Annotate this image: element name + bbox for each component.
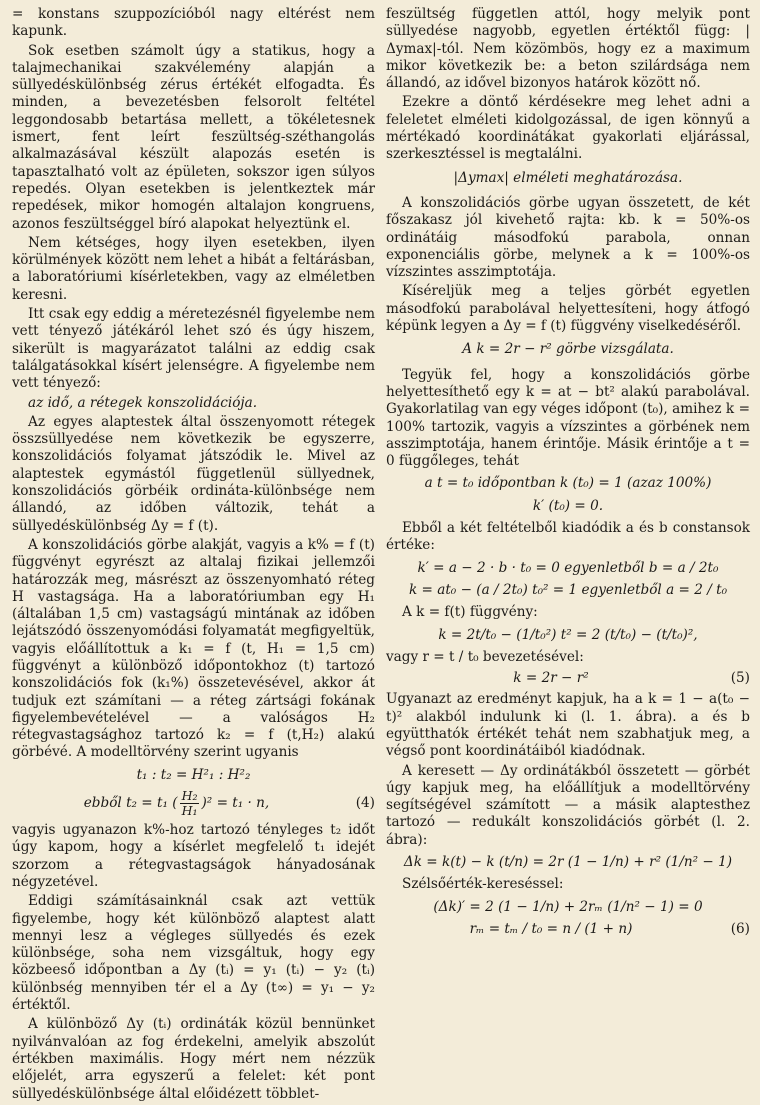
left-paragraph-5: az idő, a rétegek konszolidációja.: [28, 394, 258, 411]
left-paragraph-2: Sok esetben számolt úgy a statikus, hogy a talajmechanikai szakvélemény alapján a süllyedéskülönbség zérus értékét elfogadta. És minden, a bevezetésben felsorolt feltétel leggondosabb betartása mellett, a tökéletesnek ismert, fent leírt feszültség-széthangolás alkalmazásával készült alapozás esetén is tapasztalható volt az épületen, sokszor igen súlyos repedés. Olyan esetekben is jelentkeztek már repedések, mikor homogén altalajon kongruens, azonos feszültséggel bíró alapokat helyeztünk el.: [12, 42, 375, 232]
equation-5: [386, 670, 750, 687]
left-paragraph-4: Itt csak egy eddig a méretezésnél figyelembe nem vett tényező játékáról lehet szó és úgy hiszem, sikerült is magyarázatot találni az eddig csak találgatásokkal kísért jelenségre. A figyelembe nem vett tényező:: [12, 306, 375, 392]
equation-4-label: (4): [355, 794, 375, 811]
equation-ratio: t₁ : t₂ = H²₁ : H²₂: [136, 766, 251, 783]
left-paragraph-6: Az egyes alaptestek által összenyomott rétegek összsüllyedése nem következik be egyszerre, konszolidációs folyamat játszódik le. Mivel az alaptestek egymástól függetlenül süllyednek, konszolidációs görbéik ordináta-különbsége nem állandó, az időben változik, tehát a süllyedéskülönbség Δy = f (t).: [12, 413, 375, 534]
left-paragraph-3: Nem kétséges, hogy ilyen esetekben, ilyen körülmények között nem lehet a hibát a feltárásban, a laboratóriumi kísérletekben, vagy az elméletben keresni.: [12, 234, 375, 303]
right-paragraph-6: Ebből a két feltételből kiadódik a és b constansok értéke:: [386, 520, 750, 554]
equation-dk-derivative: (Δk)′ = 2 (1 − 1/n) + 2rₘ (1/n² − 1) = 0: [433, 898, 703, 915]
equation-4-prefix: ebből t₂ = t₁: [83, 795, 168, 812]
right-paragraph-1: feszültség független attól, hogy melyik pont süllyedése nagyobb, egyetlen értéktől függ: |Δymax|-tól. Nem közömbös, hogy ez a maximum mikor következik be: a beton szilárdsága nem állandó, az idővel bizonyos határok között nő.: [386, 6, 750, 92]
right-paragraph-8: vagy r = t / t₀ bevezetésével:: [386, 648, 584, 665]
right-paragraph-5: Tegyük fel, hogy a konszolidációs görbe helyettesíthető egy k = at − bt² alakú parabolával. Gyakorlatilag van egy véges időpont (t₀), amihez k = 100% tartozik, vagyis a vízszintes a görbének nem asszimptotája, hanem érintője. Másik érintője a t = 0 függőleges, tehát: [386, 366, 750, 470]
equation-6: [386, 921, 750, 938]
left-paragraph-7: A konszolidációs görbe alakját, vagyis a k% = f (t) függvényt egyrészt az altalaj fizikai jellemzői határozzák meg, másrészt az összenyomható réteg H vastagsága. Ha a laboratóriumban egy H₁ (általában 1,5 cm) vastagságú mintának az időben lejátszódó összenyomódási folyamatát megfigyeltük, vagyis előállítottuk a k₁ = f (t, H₁ = 1,5 cm) függvényt a különböző időpontokhoz (t) tartozó konszolidációs fok (k₁%) összetevésével, akkor át tudjuk ezt számítani — a réteg zártsági fokának figyelembevételével — a valóságos H₂ rétegvastagsághoz tartozó k₂ = f (t,H₂) alakú görbévé. A modelltörvény szerint ugyanis: [12, 536, 375, 761]
equation-a: k = at₀ − (a / 2t₀) t₀² = 1 egyenletből a = 2 / t₀: [408, 581, 728, 598]
equation-dk: Δk = k(t) − k (t/n) = 2r (1 − 1/n) + r² (1/n² − 1): [403, 854, 733, 871]
right-paragraph-3: A konszolidációs görbe ugyan összetett, de két főszakasz jól kivehető rajta: kb. k = 50%-os ordinátáig másodfokú parabola, onnan exponenciális görbe, melynek a k = 100%-os vízszintes asszimptotája.: [386, 194, 750, 281]
equation-4-suffix: ² = t₁ · n,: [206, 795, 270, 812]
equation-5-label: (5): [730, 670, 750, 687]
left-paragraph-10: A különböző Δy (tᵢ) ordináták közül bennünket nyilvánvalóan az fog érdekelni, amelyik abszolút értékben maximális. Hogy mért nem nézzük előjelét, arra egyszerű a felelet: két pont süllyedéskülönbsége által előidézett többlet-: [12, 1016, 375, 1102]
section-heading-2: A k = 2r − r² görbe vizsgálata.: [462, 341, 674, 358]
left-paragraph-9: Eddigi számításainknál csak azt vettük figyelembe, hogy két különböző alaptest alatt mennyi lesz a végleges süllyedés és ezek különbsége, soha nem vizsgáltuk, hogy egy közbeeső időpontban a Δy (tᵢ) = y₁ (tᵢ) − y₂ (tᵢ) különbség mennyiben tér el a Δy (t∞) = y₁ − y₂ értéktől.: [12, 893, 375, 1014]
equation-b: k′ = a − 2 · b · t₀ = 0 egyenletből b = a / 2t₀: [417, 559, 719, 576]
left-paragraph-8: vagyis ugyanazon k%-hoz tartozó tényleges t₂ időt úgy kapom, hogy a kísérlet megfelelő t₁ idejét szorzom a rétegvastagságok hányadosának négyzetével.: [12, 822, 375, 890]
equation-6-label: (6): [730, 920, 750, 937]
equation-5-body: k = 2r − r²: [513, 670, 589, 687]
equation-6-body: rₘ = tₘ / t₀ = n / (1 + n): [469, 920, 633, 937]
right-paragraph-4: Kíséreljük meg a teljes görbét egyetlen másodfokú parabolával helyettesíteni, hogy átfogó képünk legyen a Δy = f (t) függvény viselkedéséről.: [386, 283, 750, 335]
right-paragraph-2: Ezekre a döntő kérdésekre meg lehet adni a feleletet elméleti kidolgozással, de igen könnyű a mértékadó koordinátákat gyakorlati eljárással, szerkesztéssel is megtalálni.: [386, 94, 750, 163]
condition-1: a t = t₀ időpontban k (t₀) = 1 (azaz 100%): [424, 475, 712, 492]
right-paragraph-10: A keresett — Δy ordinátákból összetett — görbét úgy kapjuk meg, ha előállítjuk a modelltörvény segítségével számított — a másik alaptesthez tartozó — redukált konszolidációs görbét (l. 2. ábra):: [386, 762, 750, 848]
right-paragraph-11: Szélsőérték-kereséssel:: [402, 876, 564, 893]
left-column: [12, 6, 375, 1105]
section-heading-1: |Δymax| elméleti meghatározása.: [453, 169, 683, 186]
right-paragraph-9: Ugyanazt az eredményt kapjuk, ha a k = 1 − a(t₀ − t)² alakból indulunk ki (l. 1. ábra). a és b együtthatók értékét tehát nem szabhatjuk meg, a végső pont koordinátáiból kiadódnak.: [386, 691, 750, 760]
equation-4: ebből t₂ = t₁ ( $\frac{\text{H₂}}{\text{H₁}}$ )² = t₁ · n, (4): [83, 788, 375, 819]
condition-2: k′ (t₀) = 0.: [532, 497, 604, 514]
left-paragraph-1: = konstans szuppozícióból nagy eltérést nem kapunk.: [12, 6, 375, 40]
right-column: [386, 6, 750, 942]
equation-k: k = 2t/t₀ − (1/t₀²) t² = 2 (t/t₀) − (t/t₀)²,: [438, 626, 698, 643]
equation-4-fraction: $\frac{\text{H₂}}{\text{H₁}}$: [181, 788, 198, 819]
right-paragraph-7: A k = f(t) függvény:: [402, 604, 538, 621]
